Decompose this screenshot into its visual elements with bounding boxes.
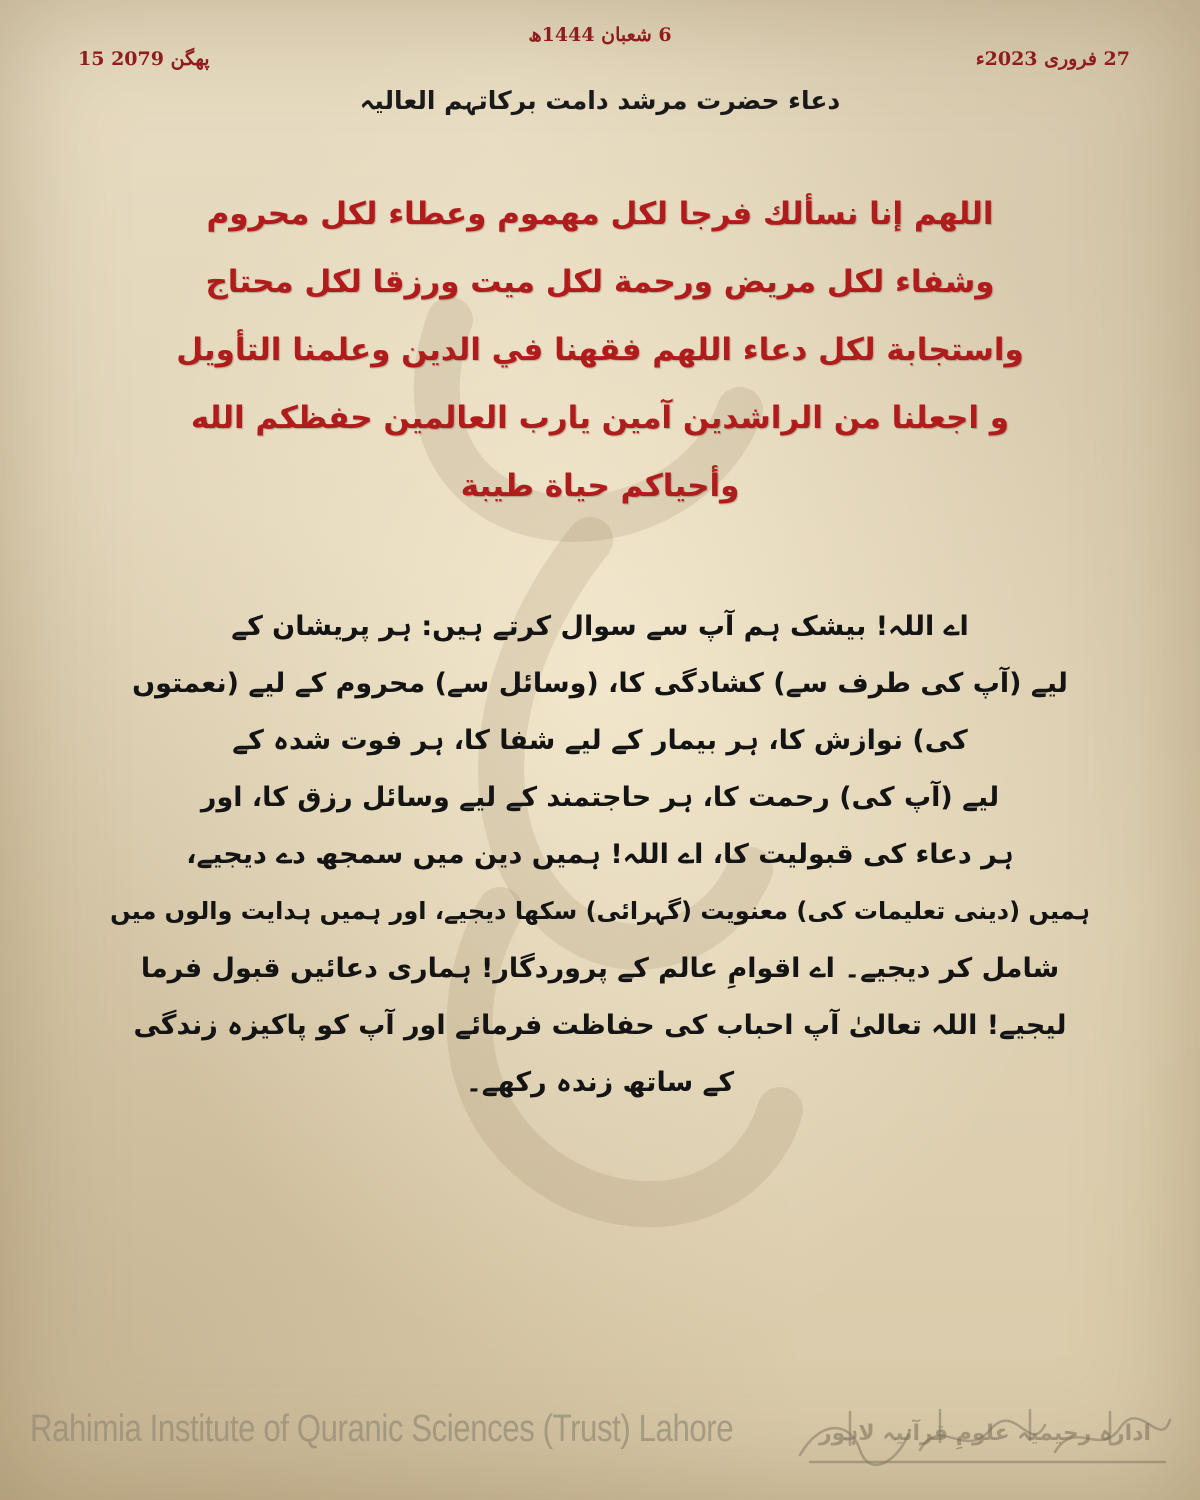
- urdu-translation-line: لیے (آپ کی) رحمت کا، ہر حاجتمند کے لیے وسائل رزق کا، اور: [200, 782, 1000, 813]
- urdu-translation-line: ہمیں (دینی تعلیمات کی) معنویت (گہرائی) سکھا دیجیے، اور ہمیں ہدایت والوں میں: [110, 897, 1090, 925]
- institute-logo-calligraphy: [790, 1400, 1180, 1470]
- urdu-translation-line: کی) نوازش کا، ہر بیمار کے لیے شفا کا، ہر فوت شدہ کے: [232, 725, 968, 756]
- arabic-dua-line: و اجعلنا من الراشدين آمين يارب العالمين حفظكم الله: [190, 400, 1010, 436]
- bikrami-date: 15 پھگن 2079: [78, 48, 210, 70]
- arabic-dua: [120, 180, 1080, 520]
- arabic-dua-line: اللهم إنا نسألك فرجا لكل مهموم وعطاء لكل محروم: [206, 196, 994, 232]
- urdu-translation-line: لیے (آپ کی طرف سے) کشادگی کا، (وسائل سے) محروم کے لیے (نعمتوں: [132, 668, 1068, 699]
- arabic-dua-line: وأحياكم حياة طيبة: [460, 468, 740, 504]
- urdu-translation: [100, 598, 1100, 1111]
- hijri-date: 6 شعبان 1444ھ: [528, 24, 672, 46]
- urdu-translation-line: کے ساتھ زندہ رکھے۔: [465, 1067, 735, 1098]
- urdu-translation-line: لیجیے! اللہ تعالیٰ آپ احباب کی حفاظت فرمائے اور آپ کو پاکیزہ زندگی: [133, 1010, 1067, 1041]
- gregorian-date: 27 فروری 2023ء: [975, 48, 1130, 70]
- footer: [0, 1390, 1200, 1480]
- institute-name-ur: ادارہ رحیمیہ علومِ قرآنیہ لاہور: [818, 1421, 1152, 1446]
- urdu-translation-line: ہر دعاء کی قبولیت کا، اے اللہ! ہمیں دین میں سمجھ دے دیجیے،: [186, 839, 1014, 870]
- urdu-translation-line: شامل کر دیجیے۔ اے اقوامِ عالم کے پروردگار! ہماری دعائیں قبول فرما: [140, 953, 1060, 984]
- institute-name-en: Rahimia Institute of Quranic Sciences (Trust) Lahore: [30, 1408, 734, 1450]
- urdu-translation-line: اے اللہ! بیشک ہم آپ سے سوال کرتے ہیں: ہر پریشان کے: [231, 611, 969, 642]
- page-subtitle: دعاء حضرت مرشد دامت برکاتہم العالیہ: [359, 86, 841, 115]
- arabic-dua-line: وشفاء لكل مريض ورحمة لكل ميت ورزقا لكل محتاج: [205, 264, 995, 300]
- arabic-dua-line: واستجابة لكل دعاء اللهم فقهنا في الدين وعلمنا التأويل: [176, 332, 1024, 368]
